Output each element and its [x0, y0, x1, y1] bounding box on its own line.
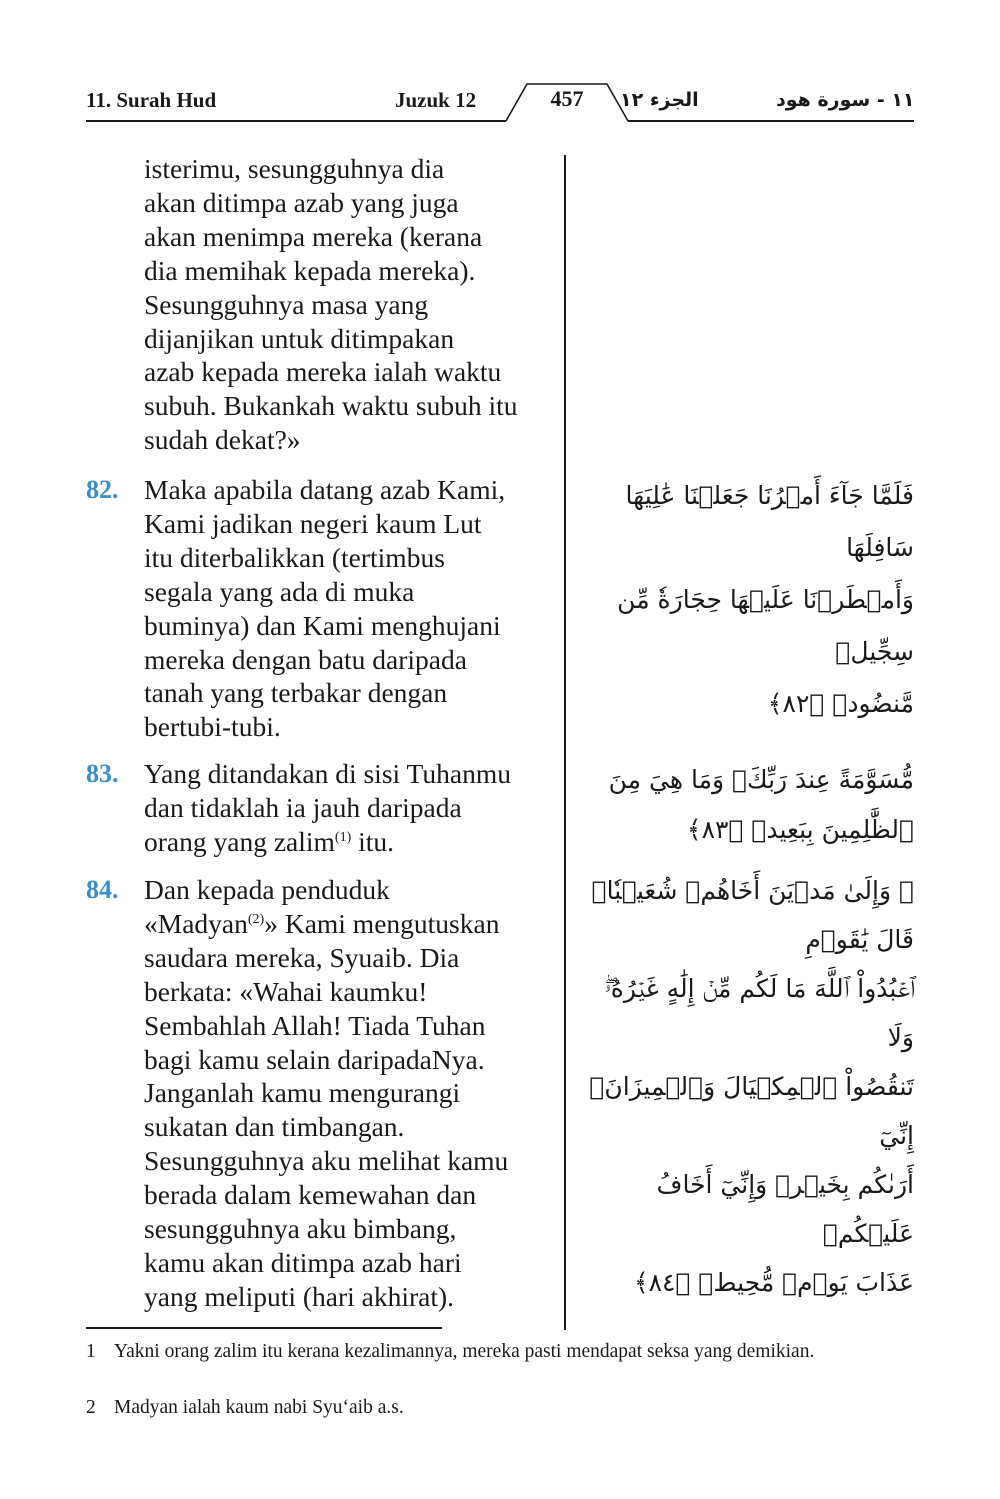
text-line: azab kepada mereka ialah waktu: [144, 356, 502, 388]
arabic-line: أَرَىٰكُم بِخَيۡرٖ وَإِنِّيٓ أَخَافُ عَلَيۡكُمۡ: [656, 1170, 914, 1248]
translation-verse-83: [144, 757, 559, 859]
text-line: Kami jadikan negeri kaum Lut: [144, 507, 482, 539]
text-line: Janganlah kamu mengurangi: [144, 1077, 461, 1109]
text-line: akan ditimpa azab yang juga: [144, 186, 459, 218]
arabic-line: وَأَمۡطَرۡنَا عَلَيۡهَا حِجَارَةٗ مِّن سِجِّيلٖ: [617, 585, 914, 666]
arabic-line: ٱعۡبُدُواْ ٱللَّهَ مَا لَكُم مِّنۡ إِلَٰهٍ غَيۡرُهُۥۖ وَلَا: [604, 974, 914, 1052]
arabic-line: مُّسَوَّمَةً عِندَ رَبِّكَۖ وَمَا هِيَ مِنَ: [608, 765, 914, 794]
translation-verse-82: [144, 473, 559, 744]
column-divider: [564, 155, 566, 1330]
text-line: bertubi-tubi.: [144, 711, 281, 743]
text-line: mereka dengan batu daripada: [144, 643, 467, 675]
text-line: Maka apabila datang azab Kami,: [144, 474, 506, 505]
footnote-ref-1: (1): [334, 829, 352, 845]
text-line: dijanjikan untuk ditimpakan: [144, 322, 455, 354]
text-line: [144, 825, 559, 859]
text-line: buminya) dan Kami menghujani: [144, 609, 501, 641]
text-line: [144, 907, 559, 941]
text-fragment: orang yang zalim: [144, 825, 335, 857]
text-line: itu diterbalikkan (tertimbus: [144, 541, 445, 573]
translation-continuation: [144, 152, 559, 457]
text-line: sukatan dan timbangan.: [144, 1111, 405, 1143]
text-line: saudara mereka, Syuaib. Dia: [144, 941, 460, 973]
text-line: sesungguhnya aku bimbang,: [144, 1213, 457, 1245]
header-surah-title: 11. Surah Hud: [86, 88, 217, 112]
arabic-ayah-83: [584, 755, 914, 855]
arabic-ayah-82: [584, 470, 914, 730]
text-fragment: itu.: [351, 825, 395, 857]
text-fragment: «Madyan: [144, 907, 248, 939]
verse-number-84: 84.: [86, 875, 119, 904]
arabic-line: ۞ وَإِلَىٰ مَدۡيَنَ أَخَاهُمۡ شُعَيۡبٗاۚ قَالَ يَٰقَوۡمِ: [591, 876, 914, 954]
text-line: segala yang ada di muka: [144, 575, 415, 607]
footnote-text: Madyan ialah kaum nabi Syu‘aib a.s.: [114, 1397, 404, 1418]
arabic-ayah-84: [584, 866, 914, 1307]
arabic-line: فَلَمَّا جَآءَ أَمۡرُنَا جَعَلۡنَا عَٰلِيَهَا سَافِلَهَا: [625, 481, 914, 562]
text-line: bagi kamu selain daripadaNya.: [144, 1043, 485, 1075]
text-line: berkata: «Wahai kaumku!: [144, 975, 428, 1007]
verse-number-83: 83.: [86, 759, 119, 788]
text-line: Sesungguhnya aku melihat kamu: [144, 1145, 509, 1177]
text-line: tanah yang terbakar dengan: [144, 677, 448, 709]
translation-verse-84: [144, 873, 559, 1314]
text-line: sudah dekat?»: [144, 424, 301, 456]
arabic-line: ٱلظَّٰلِمِينَ بِبَعِيدٖ ﴿٨٣﴾: [686, 815, 914, 844]
text-fragment: » Kami mengutuskan: [264, 907, 500, 939]
text-line: Sembahlah Allah! Tiada Tuhan: [144, 1009, 486, 1041]
footnote-2: [86, 1396, 914, 1420]
arabic-line: مَّنضُودٖ ﴿٨٢﴾: [767, 689, 914, 718]
text-line: dan tidaklah ia jauh daripada: [144, 791, 462, 823]
footnote-rule: [86, 1327, 442, 1329]
header-arabic-juz: الجزء ١٢: [620, 89, 699, 111]
footnote-number: 2: [86, 1397, 96, 1418]
header-rule-right: [628, 120, 914, 122]
footnote-1: [86, 1340, 914, 1364]
text-line: Yang ditandakan di sisi Tuhanmu: [144, 758, 511, 789]
text-line: Dan kepada penduduk: [144, 874, 390, 905]
text-line: kamu akan ditimpa azab hari: [144, 1246, 462, 1278]
footnote-ref-2: (2): [247, 911, 265, 927]
footnote-number: 1: [86, 1341, 96, 1362]
page-number: 457: [550, 86, 584, 111]
text-line: subuh. Bukankah waktu subuh itu: [144, 390, 518, 422]
text-line: Sesungguhnya masa yang: [144, 288, 429, 320]
text-line: yang meliputi (hari akhirat).: [144, 1280, 455, 1312]
text-line: dia memihak kepada mereka).: [144, 254, 476, 286]
footnote-text: Yakni orang zalim itu kerana kezalimannya, mereka pasti mendapat seksa yang demikian.: [114, 1341, 815, 1362]
arabic-line: تَنقُصُواْ ٱلۡمِكۡيَالَ وَٱلۡمِيزَانَۖ إِنِّيٓ: [589, 1072, 914, 1150]
header-arabic-surah: ١١ - سورة هود: [776, 89, 915, 111]
header-juzuk: Juzuk 12: [395, 88, 477, 112]
text-line: isterimu, sesungguhnya dia: [144, 153, 445, 184]
arabic-line: عَذَابَ يَوۡمٖ مُّحِيطٖ ﴿٨٤﴾: [633, 1268, 914, 1297]
header-rule-left: [86, 120, 506, 122]
text-line: berada dalam kemewahan dan: [144, 1179, 477, 1211]
verse-number-82: 82.: [86, 475, 119, 504]
text-line: akan menimpa mereka (kerana: [144, 220, 483, 252]
